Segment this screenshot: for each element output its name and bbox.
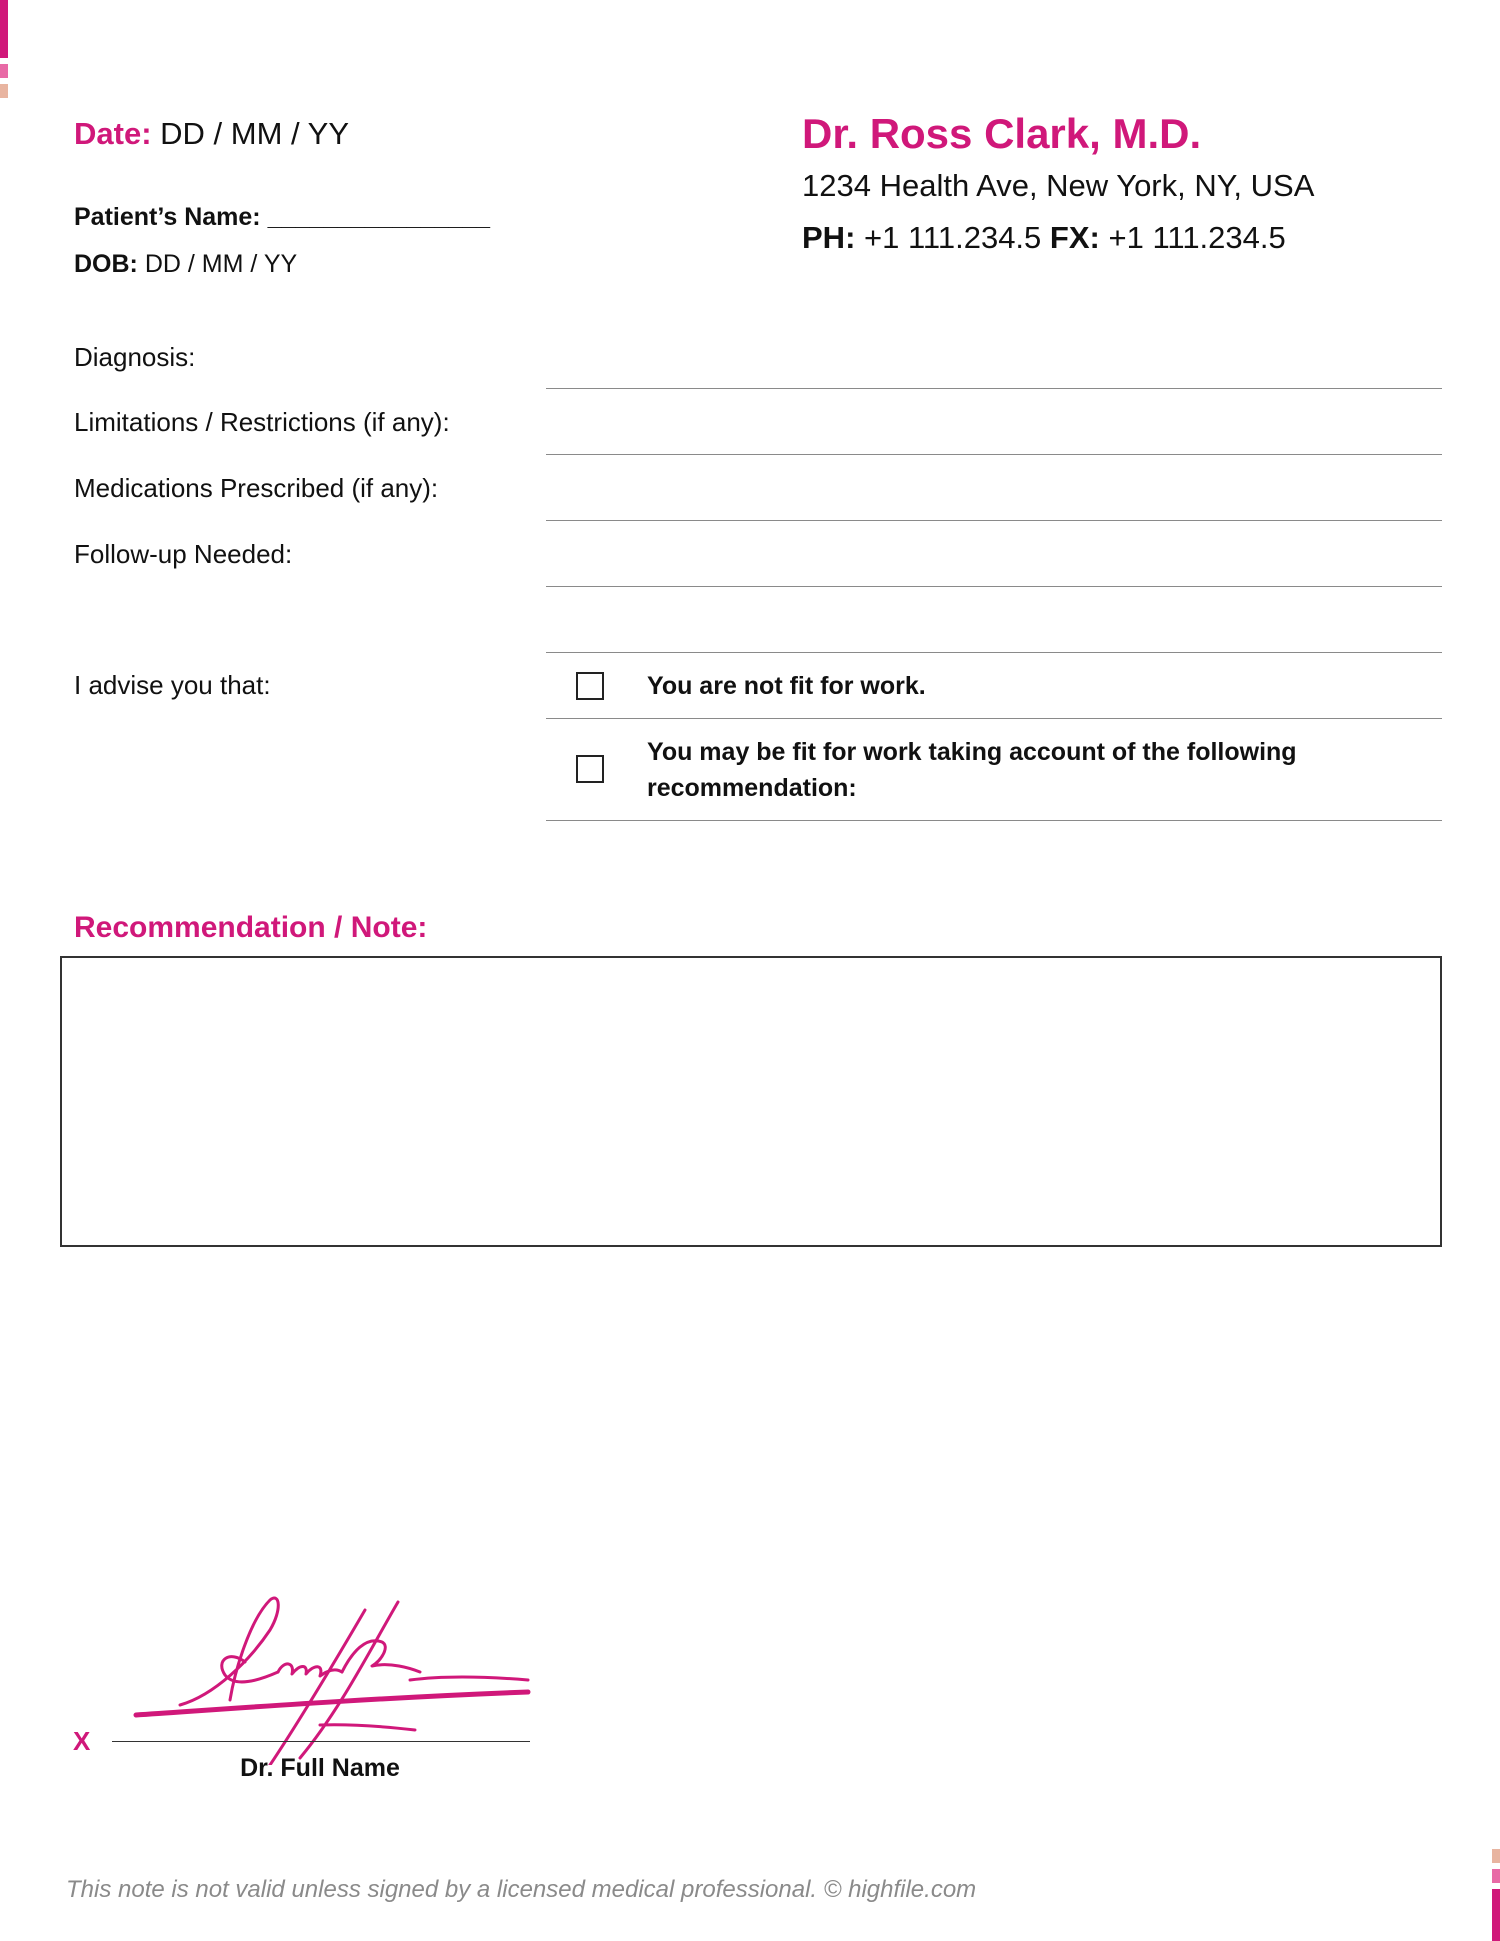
not-fit-checkbox[interactable] <box>576 672 604 700</box>
top-left-accent-bar-3 <box>0 84 8 98</box>
date-value[interactable]: DD / MM / YY <box>160 116 350 151</box>
medications-line[interactable] <box>546 520 1442 521</box>
follow-up-label: Follow-up Needed: <box>74 539 293 569</box>
recommendation-title: Recommendation / Note: <box>74 911 428 944</box>
dob-row <box>74 250 297 279</box>
doctor-address: 1234 Health Ave, New York, NY, USA <box>802 168 1315 203</box>
signature-mark: X <box>73 1726 91 1756</box>
doctor-signature <box>120 1580 540 1765</box>
contact-row <box>802 220 1286 256</box>
medications-label: Medications Prescribed (if any): <box>74 473 439 503</box>
advice-label: I advise you that: <box>74 670 271 700</box>
may-be-fit-option-text: You may be fit for work taking account of the following recommendation: <box>647 738 1297 802</box>
doctor-name: Dr. Ross Clark, M.D. <box>802 110 1202 157</box>
bottom-right-accent-bar-2 <box>1492 1869 1500 1883</box>
limitations-line[interactable] <box>546 454 1442 455</box>
bottom-right-accent-bar <box>1492 1889 1500 1941</box>
limitations-label: Limitations / Restrictions (if any): <box>74 407 450 437</box>
follow-up-line[interactable] <box>546 586 1442 587</box>
patient-name-row <box>74 203 490 232</box>
advice-bottom-line <box>546 820 1442 821</box>
date-label: Date: <box>74 116 152 151</box>
top-left-accent-bar <box>0 0 8 58</box>
dob-label: DOB: <box>74 250 138 278</box>
fax-label: FX: <box>1049 220 1100 255</box>
recommendation-textarea[interactable] <box>60 956 1442 1247</box>
bottom-right-accent-bar-3 <box>1492 1849 1500 1863</box>
fax-value: +1 111.234.5 <box>1108 220 1286 255</box>
may-be-fit-checkbox[interactable] <box>576 755 604 783</box>
signature-line[interactable] <box>112 1741 530 1742</box>
not-fit-option-text: You are not fit for work. <box>647 672 926 700</box>
top-left-accent-bar-2 <box>0 64 8 78</box>
date-row <box>74 116 349 152</box>
phone-value: +1 111.234.5 <box>864 220 1042 255</box>
patient-name-field[interactable]: ________________ <box>267 203 491 231</box>
phone-label: PH: <box>802 220 856 255</box>
footer-disclaimer: This note is not valid unless signed by a licensed medical professional. © highfile.com <box>66 1876 977 1903</box>
patient-name-label: Patient’s Name: <box>74 203 261 231</box>
advice-divider <box>546 718 1442 719</box>
dob-value[interactable]: DD / MM / YY <box>144 250 298 278</box>
diagnosis-label: Diagnosis: <box>74 342 196 372</box>
extra-line[interactable] <box>546 652 1442 653</box>
diagnosis-line[interactable] <box>546 388 1442 389</box>
doctor-full-name: Dr. Full Name <box>240 1754 400 1782</box>
